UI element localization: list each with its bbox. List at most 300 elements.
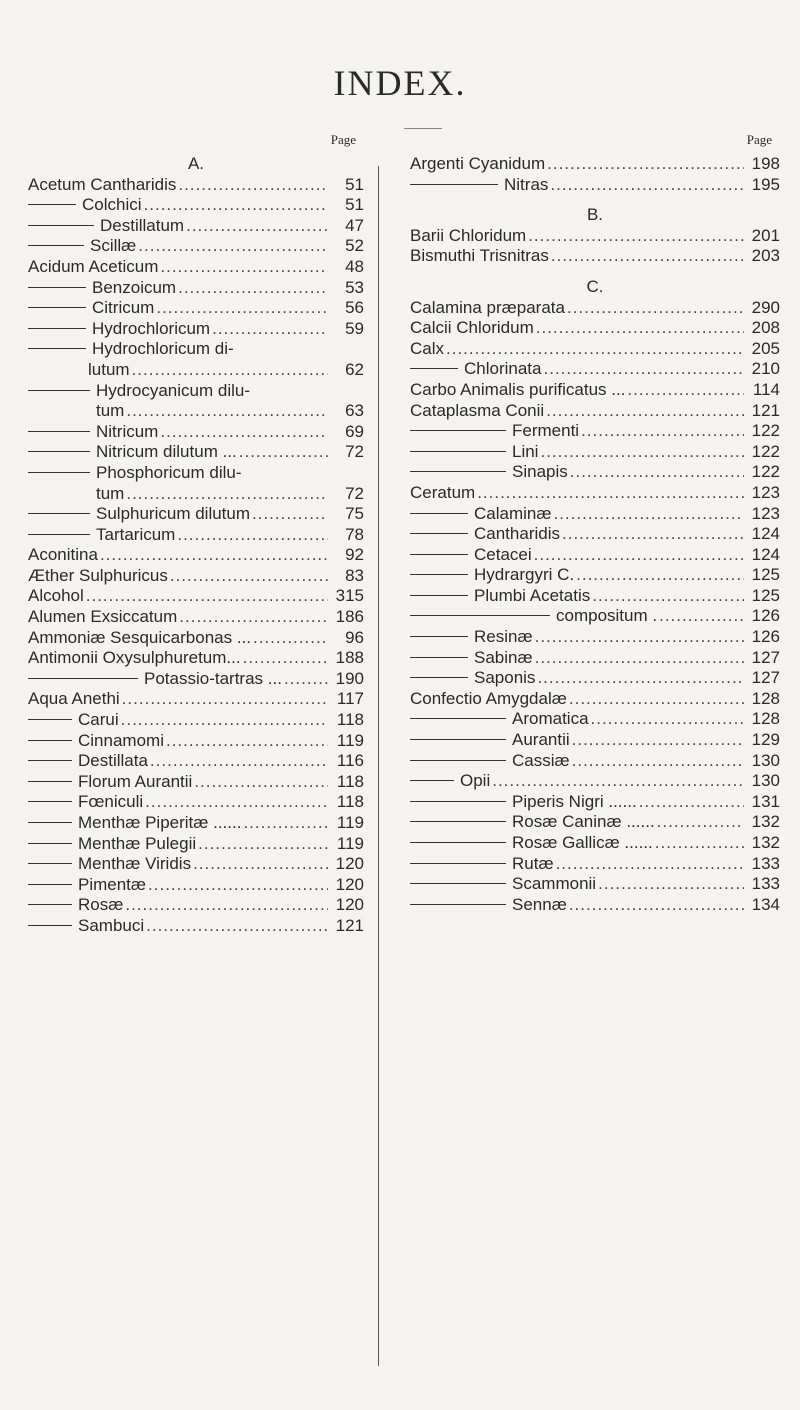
index-entry bbox=[410, 771, 780, 792]
index-entry bbox=[410, 226, 780, 247]
index-entry bbox=[410, 874, 780, 895]
entry-name: Bismuthi Trisnitras bbox=[410, 246, 549, 266]
leader-dots bbox=[125, 895, 328, 916]
entry-name: Piperis Nigri ...... bbox=[512, 791, 637, 811]
leader-dots bbox=[492, 771, 744, 792]
ditto-rule bbox=[28, 472, 90, 473]
ditto-rule bbox=[28, 781, 72, 782]
page-number: 127 bbox=[751, 647, 780, 667]
leader-dots bbox=[639, 792, 744, 813]
ditto-rule bbox=[28, 534, 90, 535]
index-entry bbox=[410, 339, 780, 360]
page-number: 75 bbox=[345, 504, 364, 524]
index-entry bbox=[410, 462, 780, 483]
index-entry bbox=[28, 895, 364, 916]
ditto-rule bbox=[410, 883, 506, 884]
index-entry bbox=[410, 689, 780, 710]
index-entry bbox=[28, 463, 364, 484]
index-entry bbox=[28, 669, 364, 690]
entry-name: Calaminæ bbox=[474, 503, 552, 523]
index-entry bbox=[28, 504, 364, 525]
page-number: 130 bbox=[751, 771, 780, 791]
index-entry bbox=[410, 483, 780, 504]
index-entry bbox=[410, 627, 780, 648]
index-entry bbox=[28, 257, 364, 278]
entry-name: Acetum Cantharidis bbox=[28, 174, 177, 194]
page-number: 123 bbox=[751, 482, 780, 502]
leader-dots bbox=[572, 730, 744, 751]
index-entry bbox=[410, 565, 780, 586]
index-entry bbox=[28, 731, 364, 752]
entry-name: Aqua Anethi bbox=[28, 689, 120, 709]
leader-dots bbox=[553, 504, 744, 525]
page-number: 116 bbox=[336, 751, 364, 771]
page-number: 51 bbox=[345, 174, 364, 194]
ditto-rule bbox=[28, 801, 72, 802]
index-entry bbox=[28, 545, 364, 566]
index-entry bbox=[28, 566, 364, 587]
leader-dots bbox=[535, 627, 744, 648]
entry-name: compositum . bbox=[556, 606, 658, 626]
entry-name: Rosæ Caninæ ...... bbox=[512, 812, 655, 832]
entry-name: Colchici bbox=[82, 195, 142, 215]
entry-name: Cantharidis bbox=[474, 524, 560, 544]
entry-name: Menthæ Viridis bbox=[78, 854, 192, 874]
leader-dots bbox=[284, 669, 328, 690]
page-number: 69 bbox=[345, 421, 364, 441]
entry-name: Rosæ Gallicæ ...... bbox=[512, 833, 653, 852]
ditto-rule bbox=[410, 184, 498, 185]
ditto-rule bbox=[410, 615, 550, 616]
leader-dots bbox=[126, 401, 328, 422]
page-number: 120 bbox=[335, 895, 364, 915]
index-entry bbox=[410, 154, 780, 175]
entry-name: Hydrochloricum bbox=[92, 318, 211, 338]
page-number: 198 bbox=[751, 154, 780, 173]
leader-dots bbox=[156, 298, 328, 319]
index-entry bbox=[410, 298, 780, 319]
entry-name: Hydrocyanicum dilu- bbox=[96, 380, 250, 400]
entry-name: tum bbox=[96, 483, 125, 503]
page-number: 186 bbox=[335, 607, 364, 627]
page-number: 195 bbox=[751, 174, 780, 194]
leader-dots bbox=[177, 525, 328, 546]
ditto-rule bbox=[410, 471, 506, 472]
index-entry bbox=[28, 236, 364, 257]
ditto-rule bbox=[410, 801, 506, 802]
leader-dots bbox=[86, 586, 328, 607]
index-entry bbox=[410, 730, 780, 751]
index-entry bbox=[28, 751, 364, 772]
entry-name: Calcii Chloridum bbox=[410, 318, 534, 338]
entry-name: Sulphuricum dilutum bbox=[96, 504, 251, 524]
ditto-rule bbox=[410, 657, 468, 658]
ditto-rule bbox=[410, 451, 506, 452]
leader-dots bbox=[126, 484, 328, 505]
page-number: 92 bbox=[345, 545, 364, 565]
leader-dots bbox=[562, 524, 744, 545]
page-number: 132 bbox=[751, 812, 780, 832]
page-column-label: Page bbox=[746, 132, 772, 147]
index-entry bbox=[410, 606, 780, 627]
entry-name: Antimonii Oxysulphuretum... bbox=[28, 648, 241, 668]
page-number: 208 bbox=[751, 318, 780, 338]
ditto-rule bbox=[28, 390, 90, 391]
leader-dots bbox=[556, 854, 744, 875]
index-entry bbox=[410, 318, 780, 339]
index-entry bbox=[28, 278, 364, 299]
leader-dots bbox=[170, 566, 328, 587]
leader-dots bbox=[212, 319, 328, 340]
leader-dots bbox=[581, 421, 744, 442]
entry-name: Potassio-tartras ... bbox=[144, 668, 282, 688]
entry-name: Nitras bbox=[504, 174, 549, 194]
ditto-rule bbox=[410, 739, 506, 740]
index-list-right bbox=[410, 154, 780, 915]
ditto-rule bbox=[28, 884, 72, 885]
entry-name: Menthæ Pulegii bbox=[78, 833, 197, 853]
leader-dots bbox=[160, 422, 328, 443]
index-entry bbox=[410, 401, 780, 422]
ditto-rule bbox=[28, 451, 90, 452]
section-letter: A. bbox=[187, 154, 205, 173]
ditto-rule bbox=[28, 225, 94, 226]
page-number: 125 bbox=[751, 585, 780, 605]
index-entry bbox=[28, 792, 364, 813]
page-number: 120 bbox=[335, 854, 364, 874]
entry-name: Chlorinata bbox=[464, 359, 542, 379]
ditto-rule bbox=[410, 533, 468, 534]
leader-dots bbox=[528, 226, 744, 247]
leader-dots bbox=[122, 689, 328, 710]
leader-dots bbox=[148, 875, 328, 896]
ditto-rule bbox=[28, 431, 90, 432]
entry-name: Alcohol bbox=[28, 586, 84, 606]
entry-name: Fermenti bbox=[512, 421, 580, 441]
leader-dots bbox=[576, 565, 744, 586]
index-entry bbox=[28, 298, 364, 319]
page-number: 133 bbox=[751, 853, 780, 873]
page-number: 119 bbox=[336, 813, 364, 832]
ditto-rule bbox=[28, 925, 72, 926]
entry-name: Destillata bbox=[78, 751, 148, 771]
leader-dots bbox=[655, 833, 744, 854]
leader-dots bbox=[186, 216, 328, 237]
entry-name: Fœniculi bbox=[78, 792, 144, 812]
page-number: 126 bbox=[751, 627, 780, 647]
page-number: 59 bbox=[345, 318, 364, 338]
entry-name: Cetacei bbox=[474, 544, 532, 564]
section-gap bbox=[410, 195, 780, 205]
page-number: 190 bbox=[335, 668, 364, 688]
leader-dots bbox=[598, 874, 744, 895]
leader-dots bbox=[121, 710, 328, 731]
entry-name: Pimentæ bbox=[78, 874, 147, 894]
page-number: 117 bbox=[336, 689, 364, 709]
section-letter: C. bbox=[586, 276, 604, 296]
page-number: 128 bbox=[751, 688, 780, 708]
leader-dots bbox=[132, 360, 328, 381]
leader-dots bbox=[627, 380, 744, 401]
page-number: 56 bbox=[345, 298, 364, 318]
page-number: 133 bbox=[751, 874, 780, 894]
ditto-rule bbox=[28, 678, 138, 679]
entry-name: Cinnamomi bbox=[78, 730, 164, 750]
leader-dots bbox=[535, 648, 744, 669]
index-entry bbox=[28, 834, 364, 855]
leader-dots bbox=[146, 916, 328, 937]
leader-dots bbox=[150, 751, 328, 772]
index-entry bbox=[410, 668, 780, 689]
entry-name: Rutæ bbox=[512, 853, 554, 873]
ditto-rule bbox=[410, 636, 468, 637]
leader-dots bbox=[544, 359, 745, 380]
page-number: 118 bbox=[336, 792, 364, 812]
entry-name: Menthæ Piperitæ ...... bbox=[78, 813, 242, 832]
left-column bbox=[28, 120, 364, 937]
section-gap bbox=[410, 267, 780, 277]
entry-name: Scillæ bbox=[90, 236, 137, 256]
ditto-rule bbox=[410, 677, 468, 678]
index-entry bbox=[28, 628, 364, 649]
page-number: 48 bbox=[345, 256, 364, 276]
index-entry bbox=[28, 689, 364, 710]
index-entry bbox=[28, 813, 364, 834]
entry-name: Benzoicum bbox=[92, 277, 177, 297]
entry-name: Carbo Animalis purificatus ... bbox=[410, 379, 626, 399]
index-entry bbox=[410, 648, 780, 669]
page-number: 203 bbox=[751, 246, 780, 266]
ditto-rule bbox=[28, 740, 72, 741]
ditto-rule bbox=[410, 554, 468, 555]
index-entry bbox=[28, 586, 364, 607]
entry-name: Plumbi Acetatis bbox=[474, 585, 591, 605]
leader-dots bbox=[547, 154, 744, 175]
entry-name: lutum bbox=[88, 359, 130, 379]
page-number: 132 bbox=[751, 833, 780, 852]
leader-dots bbox=[537, 668, 744, 689]
page-number: 63 bbox=[345, 401, 364, 421]
leader-dots bbox=[569, 689, 744, 710]
entry-name: Resinæ bbox=[474, 627, 533, 647]
entry-name: tum bbox=[96, 401, 125, 421]
index-entry bbox=[28, 175, 364, 196]
entry-name: Sinapis bbox=[512, 462, 568, 482]
ditto-rule bbox=[28, 822, 72, 823]
page-number: 122 bbox=[751, 421, 780, 441]
entry-name: Argenti Cyanidum bbox=[410, 154, 546, 173]
page-number: 210 bbox=[751, 359, 780, 379]
index-entry bbox=[28, 442, 364, 463]
index-entry bbox=[28, 195, 364, 216]
page-number: 78 bbox=[345, 524, 364, 544]
leader-dots bbox=[567, 298, 744, 319]
entry-name: Destillatum bbox=[100, 215, 185, 235]
leader-dots bbox=[178, 278, 328, 299]
ditto-rule bbox=[28, 287, 86, 288]
ditto-rule bbox=[28, 904, 72, 905]
entry-name: Acidum Aceticum bbox=[28, 256, 159, 276]
index-entry bbox=[410, 833, 780, 854]
page-number: 53 bbox=[345, 277, 364, 297]
ditto-rule bbox=[410, 513, 468, 514]
index-entry bbox=[410, 792, 780, 813]
index-entry bbox=[410, 504, 780, 525]
ditto-rule bbox=[28, 307, 86, 308]
leader-dots bbox=[144, 195, 328, 216]
entry-name: Sabinæ bbox=[474, 647, 533, 667]
page-number: 123 bbox=[751, 503, 780, 523]
index-entry bbox=[410, 895, 780, 916]
entry-name: Florum Aurantii bbox=[78, 771, 193, 791]
page-number: 47 bbox=[345, 215, 364, 235]
leader-dots bbox=[179, 607, 328, 628]
page-number: 62 bbox=[345, 359, 364, 379]
entry-name: Hydrargyri C. bbox=[474, 565, 575, 585]
ditto-rule bbox=[28, 863, 72, 864]
page-number: 120 bbox=[335, 874, 364, 894]
leader-dots bbox=[551, 246, 744, 267]
index-entry bbox=[28, 607, 364, 628]
ditto-rule bbox=[410, 904, 506, 905]
index-entry bbox=[28, 216, 364, 237]
entry-name: Cassiæ bbox=[512, 750, 570, 770]
leader-dots bbox=[570, 462, 744, 483]
entry-name: Citricum bbox=[92, 298, 155, 318]
entry-name: Sambuci bbox=[78, 915, 145, 935]
ditto-rule bbox=[28, 719, 72, 720]
index-entry bbox=[410, 545, 780, 566]
ditto-rule bbox=[410, 718, 506, 719]
leader-dots bbox=[145, 792, 328, 813]
page-number: 51 bbox=[345, 195, 364, 215]
entry-name: Æther Sulphuricus bbox=[28, 565, 168, 585]
entry-name: Aurantii bbox=[512, 730, 570, 750]
index-entry bbox=[410, 524, 780, 545]
section-letter: B. bbox=[586, 205, 604, 225]
page-number: 131 bbox=[751, 791, 780, 811]
index-entry bbox=[410, 812, 780, 833]
page-number: 126 bbox=[751, 606, 780, 626]
ditto-rule bbox=[28, 513, 90, 514]
entry-name: Ceratum bbox=[410, 482, 476, 502]
ditto-rule bbox=[410, 430, 506, 431]
leader-dots bbox=[592, 586, 744, 607]
page-number: 134 bbox=[751, 894, 780, 914]
ditto-rule bbox=[410, 760, 506, 761]
leader-dots bbox=[540, 442, 744, 463]
page-number: 124 bbox=[751, 544, 780, 564]
page-number: 125 bbox=[751, 565, 780, 585]
index-entry bbox=[410, 359, 780, 380]
entry-name: Scammonii bbox=[512, 874, 597, 894]
ditto-rule bbox=[410, 368, 458, 369]
leader-dots bbox=[198, 834, 328, 855]
page-number: 83 bbox=[345, 565, 364, 585]
leader-dots bbox=[160, 257, 328, 278]
entry-name: Hydrochloricum di- bbox=[92, 339, 234, 359]
entry-name: Barii Chloridum bbox=[410, 225, 527, 245]
page-number: 315 bbox=[335, 586, 364, 606]
leader-dots bbox=[477, 483, 744, 504]
entry-name: Aconitina bbox=[28, 545, 98, 565]
entry-name: Nitricum bbox=[96, 421, 159, 441]
page-number: 122 bbox=[751, 441, 780, 461]
ditto-rule bbox=[28, 843, 72, 844]
entry-name: Ammoniæ Sesquicarbonas ... bbox=[28, 627, 251, 647]
page-number: 114 bbox=[752, 379, 780, 399]
page-number: 52 bbox=[345, 236, 364, 256]
index-entry bbox=[28, 422, 364, 443]
page-number: 188 bbox=[335, 648, 364, 668]
ditto-rule bbox=[410, 821, 506, 822]
index-entry bbox=[28, 339, 364, 360]
page-number: 118 bbox=[336, 771, 364, 791]
page-number: 290 bbox=[751, 297, 780, 317]
index-entry bbox=[410, 246, 780, 267]
page-number: 118 bbox=[336, 710, 364, 730]
leader-dots bbox=[534, 545, 744, 566]
leader-dots bbox=[546, 401, 744, 422]
right-column bbox=[410, 120, 780, 915]
ditto-rule bbox=[410, 595, 468, 596]
entry-name: Rosæ bbox=[78, 895, 124, 915]
page-number: 96 bbox=[345, 627, 364, 647]
leader-dots bbox=[657, 812, 744, 833]
page-number: 72 bbox=[345, 442, 364, 462]
index-entry bbox=[28, 710, 364, 731]
entry-name: Confectio Amygdalæ bbox=[410, 688, 567, 708]
ditto-rule bbox=[28, 204, 76, 205]
index-entry bbox=[410, 380, 780, 401]
index-entry bbox=[410, 751, 780, 772]
index-entry bbox=[28, 875, 364, 896]
page-number: 72 bbox=[345, 483, 364, 503]
leader-dots bbox=[572, 751, 744, 772]
entry-name: Sennæ bbox=[512, 894, 567, 914]
entry-name: Phosphoricum dilu- bbox=[96, 462, 242, 482]
index-entry bbox=[28, 648, 364, 669]
index-entry bbox=[28, 360, 364, 381]
leader-dots bbox=[100, 545, 328, 566]
ditto-rule bbox=[410, 574, 468, 575]
entry-name: Cataplasma Conii bbox=[410, 400, 545, 420]
leader-dots bbox=[193, 854, 328, 875]
page-number: 121 bbox=[751, 400, 780, 420]
ditto-rule bbox=[28, 328, 86, 329]
index-entry bbox=[28, 772, 364, 793]
entry-name: Saponis bbox=[474, 668, 536, 688]
page-number: 119 bbox=[336, 730, 364, 750]
index-entry bbox=[28, 319, 364, 340]
page-number: 201 bbox=[751, 225, 780, 245]
index-entry bbox=[410, 421, 780, 442]
leader-dots bbox=[243, 648, 328, 669]
index-entry bbox=[410, 175, 780, 196]
page-number: 129 bbox=[751, 730, 780, 750]
entry-name: Alumen Exsiccatum bbox=[28, 607, 178, 627]
leader-dots bbox=[591, 709, 744, 730]
ditto-rule bbox=[28, 348, 86, 349]
ditto-rule bbox=[410, 863, 506, 864]
page-column-label: Page bbox=[330, 132, 356, 147]
entry-name: Carui bbox=[78, 710, 119, 730]
page-number: 122 bbox=[751, 462, 780, 482]
index-entry bbox=[410, 709, 780, 730]
entry-name: Calx bbox=[410, 338, 445, 358]
leader-dots bbox=[239, 442, 328, 463]
column-divider bbox=[378, 166, 379, 1366]
